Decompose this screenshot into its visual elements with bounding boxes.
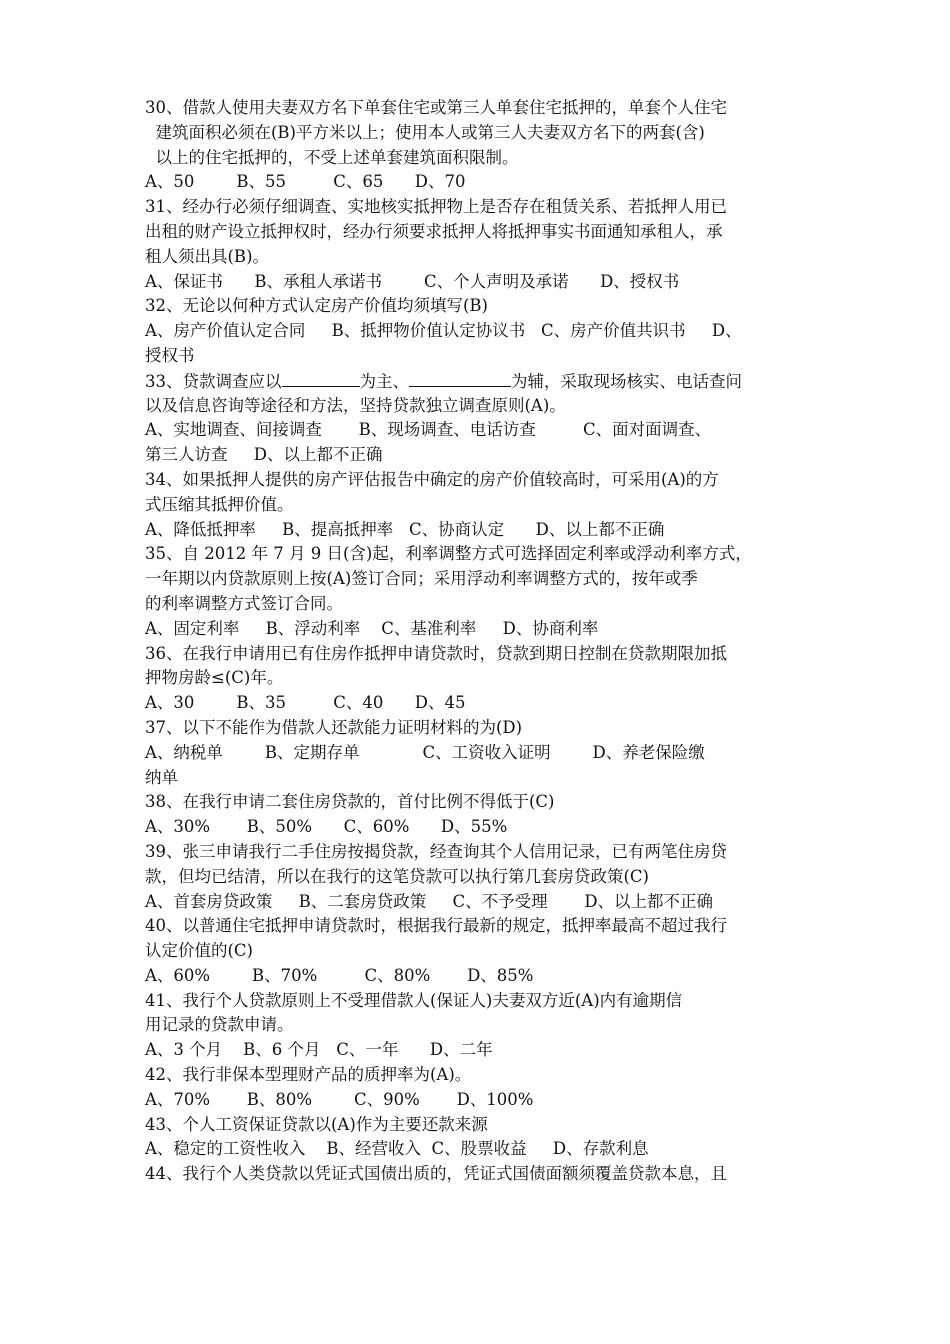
options-line: A、50 B、55 C、65 D、70 <box>145 172 466 192</box>
text-line: 35、自 2012 年 7 月 9 日(含)起，利率调整方式可选择固定利率或浮动利率方式， <box>145 544 752 564</box>
text-line: 31、经办行必须仔细调查、实地核实抵押物上是否存在租赁关系、若抵押人用已 <box>145 197 727 217</box>
text-line: 建筑面积必须在(B)平方米以上；使用本人或第三人夫妻双方名下的两套(含) <box>145 122 705 142</box>
text-line: 43、个人工资保证贷款以(A)作为主要还款来源 <box>145 1114 488 1134</box>
options-line: A、固定利率 B、浮动利率 C、基准利率 D、协商利率 <box>145 618 599 638</box>
question-list <box>145 96 813 1187</box>
text-line: 的利率调整方式签订合同。 <box>145 593 343 613</box>
fill-in-question-line <box>145 369 813 394</box>
text-line: 以上的住宅抵押的，不受上述单套建筑面积限制。 <box>145 147 519 167</box>
options-line: A、70% B、80% C、90% D、100% <box>145 1089 534 1109</box>
options-line: A、60% B、70% C、80% D、85% <box>145 965 534 985</box>
text-line: 44、我行个人类贷款以凭证式国债出质的，凭证式国债面额须覆盖贷款本息，且 <box>145 1164 727 1184</box>
question-text-part: 33、贷款调查应以 <box>145 371 282 391</box>
options-line: A、纳税单 B、定期存单 C、工资收入证明 D、养老保险缴 <box>145 742 705 762</box>
text-line: 以及信息咨询等途径和方法，坚持贷款独立调查原则(A)。 <box>145 395 566 415</box>
text-line: 租人须出具(B)。 <box>145 246 269 266</box>
options-line: A、房产价值认定合同 B、抵押物价值认定协议书 C、房产价值共识书 D、 <box>145 321 742 341</box>
options-line: A、首套房贷政策 B、二套房贷政策 C、不予受理 D、以上都不正确 <box>145 891 714 911</box>
options-line: A、保证书 B、承租人承诺书 C、个人声明及承诺 D、授权书 <box>145 271 680 291</box>
options-line: A、实地调查、间接调查 B、现场调查、电话访查 C、面对面调查、 <box>145 420 712 440</box>
text-line: 款，但均已结清，所以在我行的这笔贷款可以执行第几套房贷政策(C) <box>145 866 649 886</box>
options-line: 授权书 <box>145 345 195 365</box>
question-text-part: 为辅，采取现场核实、电话查问 <box>511 371 742 391</box>
question-text-part: 为主、 <box>359 371 409 391</box>
options-line: A、30% B、50% C、60% D、55% <box>145 817 508 837</box>
text-line: 32、无论以何种方式认定房产价值均须填写(B) <box>145 296 488 316</box>
options-line: 第三人访查 D、以上都不正确 <box>145 445 383 465</box>
text-line: 一年期以内贷款原则上按(A)签订合同；采用浮动利率调整方式的，按年或季 <box>145 569 698 589</box>
options-line: A、稳定的工资性收入 B、经营收入 C、股票收益 D、存款利息 <box>145 1139 649 1159</box>
options-line: A、3 个月 B、6 个月 C、一年 D、二年 <box>145 1040 493 1060</box>
options-line: 纳单 <box>145 767 178 787</box>
answer-blank <box>409 369 511 387</box>
text-line: 34、如果抵押人提供的房产评估报告中确定的房产价值较高时，可采用(A)的方 <box>145 469 719 489</box>
text-line: 42、我行非保本型理财产品的质押率为(A)。 <box>145 1065 472 1085</box>
text-line: 36、在我行申请用已有住房作抵押申请贷款时，贷款到期日控制在贷款期限加抵 <box>145 643 727 663</box>
text-line: 39、张三申请我行二手住房按揭贷款，经查询其个人信用记录，已有两笔住房贷 <box>145 841 727 861</box>
text-line: 38、在我行申请二套住房贷款的，首付比例不得低于(C) <box>145 792 555 812</box>
text-line: 30、借款人使用夫妻双方名下单套住宅或第三人单套住宅抵押的，单套个人住宅 <box>145 98 727 117</box>
text-line: 40、以普通住宅抵押申请贷款时，根据我行最新的规定，抵押率最高不超过我行 <box>145 916 727 936</box>
text-line: 认定价值的(C) <box>145 941 253 961</box>
text-line: 37、以下不能作为借款人还款能力证明材料的为(D) <box>145 717 523 737</box>
options-line: A、30 B、35 C、40 D、45 <box>145 693 466 713</box>
text-line: 押物房龄≤(C)年。 <box>145 668 284 688</box>
answer-blank <box>282 369 360 387</box>
text-line: 41、我行个人贷款原则上不受理借款人(保证人)夫妻双方近(A)内有逾期信 <box>145 990 683 1010</box>
text-line: 式压缩其抵押价值。 <box>145 494 294 514</box>
options-line: A、降低抵押率 B、提高抵押率 C、协商认定 D、以上都不正确 <box>145 519 665 539</box>
text-line: 出租的财产设立抵押权时，经办行须要求抵押人将抵押事实书面通知承租人，承 <box>145 221 723 241</box>
text-line: 用记录的贷款申请。 <box>145 1015 294 1035</box>
